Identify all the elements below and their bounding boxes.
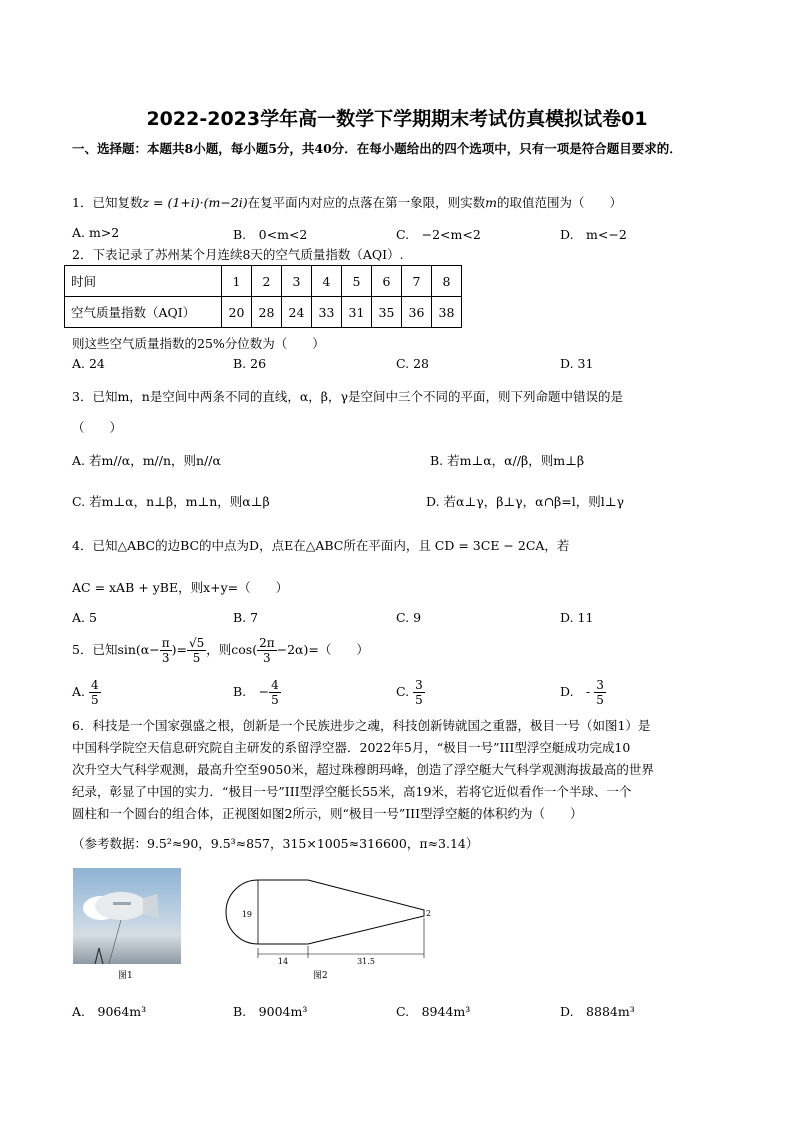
q5-option-b[interactable] <box>233 672 281 712</box>
q2-option-d[interactable]: D. 31 <box>560 356 594 371</box>
q4-option-b[interactable]: B. 7 <box>233 610 259 625</box>
figure-2-caption: 图2 <box>313 971 328 981</box>
q5-text-mid: )= <box>171 642 187 657</box>
option-fraction <box>269 678 281 707</box>
table-cell: 20 <box>222 297 252 328</box>
q1-text-a: 1．已知复数 <box>72 195 143 210</box>
dimension-tip: 2 <box>426 909 432 918</box>
airship-icon <box>73 868 181 964</box>
q3-option-b[interactable]: B. 若m⊥α，α//β，则m⊥β <box>430 453 585 468</box>
page-title: 2022-2023学年高一数学下学期期末考试仿真模拟试卷01 <box>146 108 648 130</box>
table-cell: 38 <box>432 297 462 328</box>
option-fraction <box>594 678 606 707</box>
q1-text-b: 在复平面内对应的点落在第一象限，则实数 <box>247 195 486 210</box>
question-4-stem: 4．已知△ABC的边BC的中点为D，点E在△ABC所在平面内，且 CD = 3CE − 2CA，若 <box>72 538 570 553</box>
table-cell: 28 <box>252 297 282 328</box>
table-cell: 6 <box>372 266 402 297</box>
fraction-num: 4 <box>271 678 279 692</box>
question-3-stem: 3．已知m，n是空间中两条不同的直线，α，β，γ是空间中三个不同的平面，则下列命题中错误的是 <box>72 389 623 404</box>
option-label: B. − <box>233 684 270 699</box>
table-cell: 35 <box>372 297 402 328</box>
dimension-cylinder-length: 14 <box>277 957 289 966</box>
q5-text-b: ，则cos( <box>206 642 258 657</box>
q6-option-c[interactable]: C. 8944m³ <box>396 1004 471 1019</box>
option-label: A. <box>72 684 86 699</box>
question-6-line-3: 次升空大气科学观测，最高升空至9050米，超过珠穆朗玛峰，创造了浮空艇大气科学观测海拔最高的世界 <box>72 762 654 777</box>
question-6-line-4: 纪录，彰显了中国的实力．“极目一号”III型浮空艇长55米，高19米，若将它近似看作一个半球、一个 <box>72 784 632 799</box>
fraction-den: 5 <box>596 693 604 707</box>
q5-option-c[interactable] <box>396 672 425 712</box>
fraction-den: 5 <box>271 693 279 707</box>
q3-bracket: （ ） <box>72 420 123 435</box>
question-2-stem: 2．下表记录了苏州某个月连续8天的空气质量指数（AQI）. <box>72 247 404 262</box>
q2-option-b[interactable]: B. 26 <box>233 356 267 371</box>
q1-option-c[interactable]: C. −2<m<2 <box>396 227 481 242</box>
table-cell: 24 <box>282 297 312 328</box>
fraction-den: 5 <box>415 693 423 707</box>
q4-option-c[interactable]: C. 9 <box>396 610 422 625</box>
q5-text-c: −2α)=（ ） <box>276 642 369 657</box>
q5-fraction-num: 2π <box>259 636 275 650</box>
table-cell: 7 <box>402 266 432 297</box>
front-view-diagram <box>216 872 446 968</box>
q2-option-c[interactable]: C. 28 <box>396 356 429 371</box>
airship-photo <box>73 868 181 964</box>
q4-option-d[interactable]: D. 11 <box>560 610 594 625</box>
q4-option-a[interactable]: A. 5 <box>72 610 97 625</box>
table-cell: 8 <box>432 266 462 297</box>
q3-option-c[interactable]: C. 若m⊥α，n⊥β，m⊥n，则α⊥β <box>72 494 270 509</box>
q5-fraction-2pi-3 <box>257 636 277 665</box>
q2-question: 则这些空气质量指数的25%分位数为（ ） <box>72 336 325 351</box>
figure-1-caption: 图1 <box>118 971 133 981</box>
q3-option-d[interactable]: D. 若α⊥γ，β⊥γ，α∩β=l，则l⊥γ <box>426 494 624 509</box>
q6-option-a[interactable]: A. 9064m³ <box>72 1004 147 1019</box>
question-5-stem <box>72 630 369 670</box>
q6-reference-data: （参考数据：9.5²≈90，9.5³≈857，315×1005≈316600，π≈3.14） <box>72 836 479 851</box>
q5-option-d[interactable] <box>560 672 606 712</box>
table-row <box>65 266 462 297</box>
q6-option-d[interactable]: D. 8884m³ <box>560 1004 635 1019</box>
table-row <box>65 297 462 328</box>
table-cell: 36 <box>402 297 432 328</box>
q4-equation: AC = xAB + yBE，则x+y=（ ） <box>72 580 289 595</box>
q5-text-a: 5．已知sin(α− <box>72 642 160 657</box>
table-cell: 3 <box>282 266 312 297</box>
aqi-table <box>64 265 462 328</box>
q5-fraction-pi-3 <box>160 636 172 665</box>
q1-expression: z = (1+i)·(m−2i) <box>142 195 248 210</box>
question-6-line-2: 中国科学院空天信息研究院自主研发的系留浮空器．2022年5月，“极目一号”III型浮空艇成功完成10 <box>72 740 631 755</box>
section-heading: 一、选择题：本题共8小题，每小题5分，共40分．在每小题给出的四个选项中，只有一项是符合题目要求的． <box>72 141 682 156</box>
dimension-height: 19 <box>241 910 252 919</box>
table-cell: 31 <box>342 297 372 328</box>
q6-option-b[interactable]: B. 9004m³ <box>233 1004 308 1019</box>
q2-option-a[interactable]: A. 24 <box>72 356 105 371</box>
q3-option-a[interactable]: A. 若m//α，m//n，则n//α <box>72 453 221 468</box>
q1-option-d[interactable]: D. m<−2 <box>560 227 627 242</box>
q5-fraction-den: 5 <box>192 651 201 665</box>
table-cell: 2 <box>252 266 282 297</box>
q1-variable: m <box>485 195 498 210</box>
option-fraction <box>89 678 101 707</box>
table-cell: 5 <box>342 266 372 297</box>
option-fraction <box>413 678 425 707</box>
option-label: C. <box>396 684 410 699</box>
q5-fraction-den: 3 <box>161 651 170 665</box>
q5-fraction-sqrt5-5 <box>187 636 206 665</box>
q5-fraction-num: √5 <box>188 636 205 650</box>
q1-option-b[interactable]: B. 0<m<2 <box>233 227 308 242</box>
q5-option-a[interactable] <box>72 672 101 712</box>
table-cell: 33 <box>312 297 342 328</box>
fraction-num: 3 <box>415 678 423 692</box>
table-cell: 1 <box>222 266 252 297</box>
fraction-den: 5 <box>91 693 99 707</box>
q5-fraction-num: π <box>161 636 170 650</box>
fraction-num: 3 <box>596 678 604 692</box>
table-cell: 4 <box>312 266 342 297</box>
fraction-num: 4 <box>91 678 99 692</box>
question-6-line-1: 6．科技是一个国家强盛之根，创新是一个民族进步之魂，科技创新铸就国之重器，极目一号（如图1）是 <box>72 718 651 733</box>
dimension-frustum-length: 31.5 <box>357 957 375 966</box>
question-6-line-5: 圆柱和一个圆台的组合体，正视图如图2所示，则“极目一号”III型浮空艇的体积约为（ ） <box>72 806 583 821</box>
table-header-aqi: 空气质量指数（AQI） <box>65 297 222 328</box>
option-label: D. - <box>560 684 591 699</box>
question-1-stem <box>72 193 622 211</box>
q1-option-a[interactable]: A. m>2 <box>72 225 120 240</box>
q5-fraction-den: 3 <box>263 651 271 665</box>
q1-text-c: 的取值范围为（ ） <box>497 195 623 210</box>
table-header-time: 时间 <box>65 266 222 297</box>
